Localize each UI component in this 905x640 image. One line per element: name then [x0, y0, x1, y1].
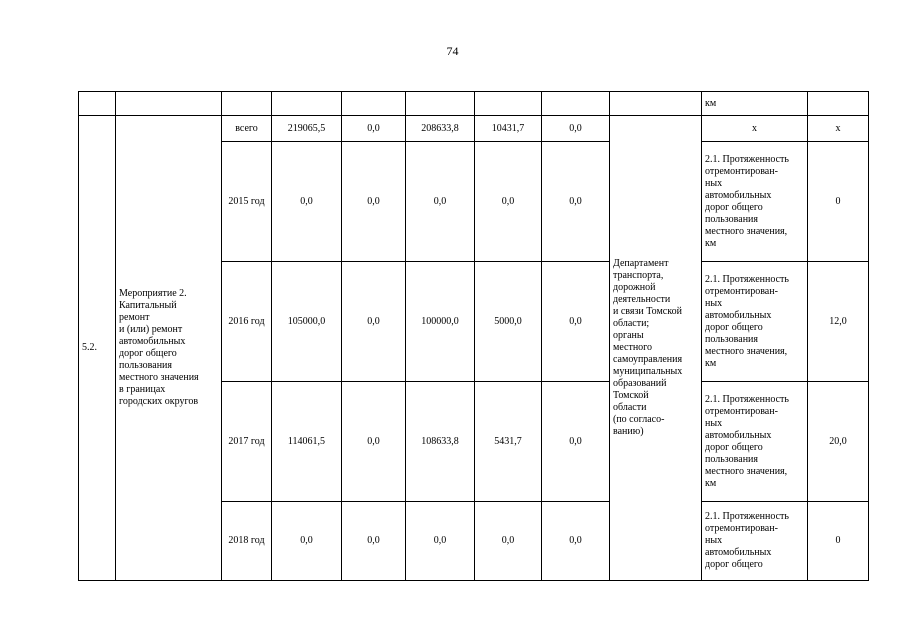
empty-cell [808, 92, 869, 116]
indicator-value: 0 [808, 502, 869, 581]
total-cell: 114061,5 [272, 382, 342, 502]
indicator-cell: 2.1. Протяженность отремонтирован- ных автомобильных дорог общего пользования местного значения, км [702, 262, 808, 382]
indicator-value: 12,0 [808, 262, 869, 382]
indicator-cell: 2.1. Протяженность отремонтирован- ных автомобильных дорог общего пользования местного значения, км [702, 142, 808, 262]
amount-cell: 0,0 [542, 502, 610, 581]
total-cell: 0,0 [272, 142, 342, 262]
amount-cell: 0,0 [342, 502, 406, 581]
table-row-total [79, 116, 869, 142]
amount-cell: 5000,0 [475, 262, 542, 382]
amount-cell: 5431,7 [475, 382, 542, 502]
amount-cell: 0,0 [542, 382, 610, 502]
page-number: 74 [446, 44, 459, 58]
item-name: Мероприятие 2. Капитальный ремонт и (или) ремонт автомобильных дорог общего пользования местного значения в границах городских округов [116, 116, 222, 581]
indicator-cell: 2.1. Протяженность отремонтирован- ных автомобильных дорог общего пользования местного значения, км [702, 382, 808, 502]
empty-cell [116, 92, 222, 116]
total-cell: 105000,0 [272, 262, 342, 382]
empty-cell [475, 92, 542, 116]
empty-cell [542, 92, 610, 116]
amount-cell: 0,0 [342, 382, 406, 502]
empty-cell [342, 92, 406, 116]
amount-cell: 0,0 [406, 142, 475, 262]
total-cell: 219065,5 [272, 116, 342, 142]
amount-cell: 10431,7 [475, 116, 542, 142]
empty-cell [610, 92, 702, 116]
period-cell: всего [222, 116, 272, 142]
amount-cell: 108633,8 [406, 382, 475, 502]
amount-cell: 0,0 [542, 116, 610, 142]
empty-cell [79, 92, 116, 116]
period-cell: 2016 год [222, 262, 272, 382]
executor-cell: Департамент транспорта, дорожной деятельности и связи Томской области; органы местного самоуправления муниципальных образований Томской области (по согласо- ванию) [610, 116, 702, 581]
indicator-value: 20,0 [808, 382, 869, 502]
amount-cell: 0,0 [342, 142, 406, 262]
empty-cell [406, 92, 475, 116]
amount-cell: 0,0 [542, 262, 610, 382]
amount-cell: 0,0 [475, 502, 542, 581]
amount-cell: 0,0 [342, 116, 406, 142]
table-row-continued [79, 92, 869, 116]
amount-cell: 208633,8 [406, 116, 475, 142]
amount-cell: 0,0 [342, 262, 406, 382]
amount-cell: 0,0 [475, 142, 542, 262]
period-cell: 2018 год [222, 502, 272, 581]
program-table [78, 91, 869, 581]
total-cell: 0,0 [272, 502, 342, 581]
indicator-cell: 2.1. Протяженность отремонтирован- ных автомобильных дорог общего [702, 502, 808, 581]
empty-cell [272, 92, 342, 116]
amount-cell: 0,0 [542, 142, 610, 262]
period-cell: 2017 год [222, 382, 272, 502]
amount-cell: 100000,0 [406, 262, 475, 382]
indicator-cell: км [702, 92, 808, 116]
indicator-cell: х [702, 116, 808, 142]
amount-cell: 0,0 [406, 502, 475, 581]
indicator-value: х [808, 116, 869, 142]
item-number: 5.2. [79, 116, 116, 581]
indicator-value: 0 [808, 142, 869, 262]
period-cell: 2015 год [222, 142, 272, 262]
empty-cell [222, 92, 272, 116]
